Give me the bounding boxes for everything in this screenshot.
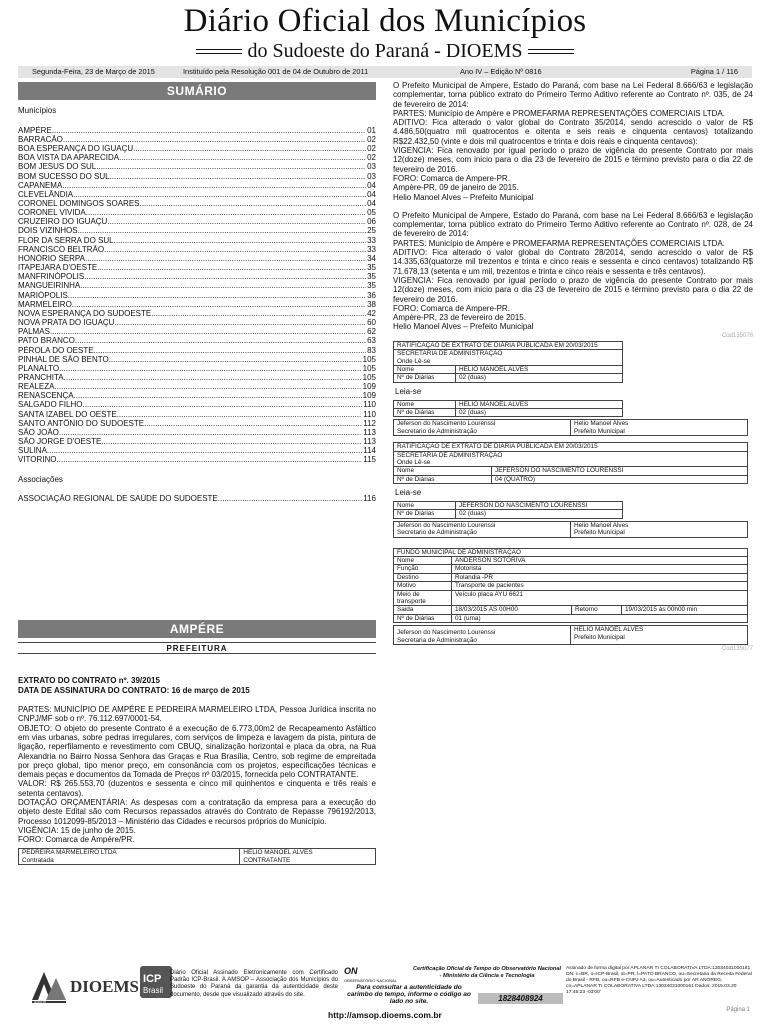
summary-item-leader bbox=[119, 153, 366, 162]
summary-item-leader bbox=[50, 327, 366, 336]
edition-number: Ano IV – Edição Nº 0816 bbox=[460, 67, 542, 76]
svg-text:Brasil: Brasil bbox=[143, 986, 164, 995]
masthead bbox=[0, 0, 770, 64]
signature-name: PEDREIRA MARMELEIRO LTDA bbox=[22, 849, 117, 857]
cell-value: Rolandia -PR bbox=[452, 573, 748, 581]
summary-item-page: 03 bbox=[367, 171, 376, 181]
footer-url-link[interactable]: http://amsop.dioems.com.br bbox=[328, 1010, 442, 1020]
signature-name: Jeferson do Nascimento Lourenssi bbox=[397, 521, 496, 529]
subtitle-rule-left bbox=[196, 49, 242, 54]
extrato-foro: FORO: Comarca de Ampére/PR. bbox=[18, 835, 135, 845]
fundo-title: FUNDO MUNICIPAL DE ADMINISTRAÇÃO bbox=[394, 548, 748, 556]
signature-contratada bbox=[19, 849, 240, 865]
cell-label: Função bbox=[394, 565, 452, 573]
summary-item-name: FRANCISCO BELTRÃO bbox=[18, 244, 105, 254]
summary-item-page: 35 bbox=[367, 272, 376, 282]
signature-name: Jeferson do Nascimento Lourenssi bbox=[397, 420, 496, 428]
summary-item-leader bbox=[68, 291, 366, 300]
summary-item-name: AMPÉRE bbox=[18, 125, 52, 135]
summary-item-name: PRANCHITA bbox=[18, 372, 64, 382]
summary-item[interactable] bbox=[18, 181, 376, 190]
summary-item[interactable] bbox=[18, 382, 376, 391]
summary-item-name: ITAPEJARA D'OESTE bbox=[18, 263, 98, 273]
summary-item[interactable] bbox=[18, 419, 376, 428]
summary-item-leader bbox=[104, 245, 366, 254]
summary-item-name: BOM SUCESSO DO SUL bbox=[18, 171, 110, 181]
cell-label: Nº de Diárias bbox=[394, 408, 456, 416]
cell-value: 04 (QUATRO) bbox=[492, 475, 748, 483]
summary-item-page: 109 bbox=[362, 382, 376, 392]
summary-item[interactable] bbox=[18, 291, 376, 300]
publication-code: Cod135077 bbox=[721, 646, 753, 652]
summary-item-leader bbox=[64, 373, 362, 382]
summary-item[interactable] bbox=[18, 373, 376, 382]
summary-item-page: 02 bbox=[367, 134, 376, 144]
summary-item[interactable] bbox=[18, 126, 376, 135]
summary-item-page: 62 bbox=[367, 327, 376, 337]
summary-item-page: 04 bbox=[367, 199, 376, 208]
municipios-label: Municípios bbox=[18, 106, 57, 115]
summary-item[interactable] bbox=[18, 263, 376, 272]
summary-item-name: CORONEL DOMINGOS SOARES bbox=[18, 199, 140, 208]
signature-role: Contratada bbox=[22, 856, 54, 864]
summary-item-leader bbox=[74, 391, 362, 400]
cell-value: Motorista bbox=[452, 565, 748, 573]
signature-role: Prefeito Municipal bbox=[574, 529, 625, 537]
cell-label: Nome bbox=[394, 556, 452, 564]
cell-value: 02 (duas) bbox=[456, 408, 623, 416]
summary-item[interactable] bbox=[18, 355, 376, 364]
summary-item-page: 35 bbox=[367, 263, 376, 273]
summary-item-leader bbox=[52, 126, 366, 135]
cell-label: Nº de Diárias bbox=[394, 374, 456, 382]
summary-item-name: PÉROLA DO OESTE bbox=[18, 345, 94, 355]
ratificacao-onde: Onde Lê-se bbox=[397, 458, 431, 466]
extrato-date: DATA DE ASSINATURA DO CONTRATO: 16 de março de 2015 bbox=[18, 685, 250, 695]
summary-item[interactable] bbox=[18, 190, 376, 199]
summary-item[interactable] bbox=[18, 199, 376, 208]
summary-item-leader bbox=[85, 254, 366, 263]
summary-item-page: 34 bbox=[367, 253, 376, 263]
summary-item-leader bbox=[86, 208, 366, 217]
aditivo-contrato-35 bbox=[393, 81, 753, 202]
summary-item[interactable] bbox=[18, 391, 376, 400]
aditivo-valor: ADITIVO: Fica alterado o valor global do Contrato 28/2014, sendo acrescido o valor de R$ 14.335,63(quatorze mil trezentos e trinta e cinco reais e sessenta e cinco centavos) totalizando R$ 71.678,13 (setenta e um mil, trezentos e trinta e cinco reais e sessenta e três centavos). bbox=[393, 248, 753, 276]
summary-item[interactable] bbox=[18, 172, 376, 181]
summary-item[interactable] bbox=[18, 254, 376, 263]
summary-item-leader bbox=[133, 144, 366, 153]
ratificacao-secretaria: SECRETARIA DE ADMINISTRAÇÃO bbox=[397, 451, 503, 459]
cell-label: Nome bbox=[394, 467, 492, 475]
left-column bbox=[18, 82, 376, 962]
summary-item-name: REALEZA bbox=[18, 382, 55, 392]
summary-item-name: VITORINO bbox=[18, 455, 57, 465]
summary-item[interactable] bbox=[18, 494, 376, 503]
summary-item[interactable] bbox=[18, 437, 376, 446]
signature-name: HELIO MANOEL ALVES bbox=[574, 626, 644, 634]
cell-value: JEFERSON DO NASCIMENTO LOURENSSI bbox=[456, 501, 623, 509]
signature-secretario bbox=[394, 420, 571, 436]
summary-item-page: 03 bbox=[367, 162, 376, 172]
summary-item-name: SÃO JOÃO bbox=[18, 427, 59, 437]
ratificacao-table-1 bbox=[393, 341, 623, 383]
summary-item[interactable] bbox=[18, 336, 376, 345]
summary-item[interactable] bbox=[18, 364, 376, 373]
ratificacao-title: RATIFICAÇÃO DE EXTRATO DE DIÁRIA PUBLICADA EM 20/03/2015 bbox=[394, 443, 748, 451]
summary-item-name: BARRACÃO bbox=[18, 134, 63, 144]
prefeitura-heading: PREFEITURA bbox=[18, 642, 376, 654]
summary-item-name: CAPANEMA bbox=[18, 180, 63, 190]
ratificacao-sec-cell bbox=[394, 350, 623, 366]
summary-item-leader bbox=[96, 162, 366, 171]
summary-item-page: 112 bbox=[363, 418, 376, 428]
signature-name: HELIO MANOEL ALVES bbox=[243, 849, 313, 857]
signature-name: Helio Manoel Alves bbox=[574, 420, 629, 428]
aditivo-signer: Helio Manoel Alves – Prefeito Municipal bbox=[393, 322, 534, 332]
newspaper-title: Diário Oficial dos Municípios bbox=[183, 3, 587, 39]
summary-item-leader bbox=[97, 263, 366, 272]
on-logo-sub: OBSERVATÓRIO NACIONAL bbox=[344, 978, 397, 984]
amsop-logo-text: AMSOP bbox=[34, 1000, 47, 1004]
summary-item-name: CLEVELÂNDIA bbox=[18, 189, 74, 199]
ratificacao-onde: Onde Lê-se bbox=[397, 357, 431, 365]
summary-item-name: PALMAS bbox=[18, 327, 50, 337]
summary-item-name: BOA ESPERANÇA DO IGUAÇU bbox=[18, 144, 134, 154]
edition-institution: Instituído pela Resolução 001 de 04 de Outubro de 2011 bbox=[183, 67, 369, 76]
summary-item-leader bbox=[114, 318, 366, 327]
amsop-dioems-logo bbox=[30, 968, 155, 1004]
summary-item-page: 109 bbox=[362, 391, 376, 401]
summary-item[interactable] bbox=[18, 281, 376, 290]
summary-item-page: 33 bbox=[367, 244, 376, 254]
summary-item-name: SANTA IZABEL DO OESTE bbox=[18, 409, 117, 419]
summary-item-leader bbox=[59, 364, 362, 373]
time-certification-title: Certificação Oficial de Tempo do Observatório Nacional - Ministério da Ciência e Tecnologia bbox=[412, 966, 562, 980]
summary-item-name: MARIÓPOLIS bbox=[18, 290, 68, 300]
summary-item-page: 83 bbox=[367, 345, 376, 355]
leia-se-signatures-2 bbox=[393, 521, 748, 538]
summary-item-name: DOIS VIZINHOS bbox=[18, 226, 78, 236]
ampere-heading: AMPÉRE bbox=[18, 620, 376, 638]
summary-item-page: 35 bbox=[367, 281, 376, 291]
cell-value: JEFERSON DO NASCIMENTO LOURENSSI bbox=[492, 467, 748, 475]
cell-label: Retorno bbox=[572, 606, 622, 614]
cell-value: HELIO MANOEL ALVES bbox=[456, 400, 623, 408]
summary-item-page: 06 bbox=[367, 217, 376, 227]
signature-role: CONTRATANTE bbox=[243, 856, 291, 864]
summary-item-name: SALGADO FILHO bbox=[18, 400, 83, 410]
summary-item-page: 105 bbox=[362, 372, 376, 382]
summary-item-leader bbox=[218, 494, 362, 503]
extrato-contrato bbox=[18, 676, 376, 844]
signature-prefeito bbox=[571, 521, 748, 537]
leia-se-table-1 bbox=[393, 400, 623, 418]
summary-item-page: 36 bbox=[367, 290, 376, 300]
certificate-notice: Diário Oficial Assinado Eletronicamente com Certificado Padrão ICP-Brasil. A AMSOP – Associação dos Municípios do Sudoeste do Paraná da garantia da autenticidade deste documento, desde que visualizado através do site. bbox=[170, 970, 338, 998]
summary-item-leader bbox=[114, 236, 367, 245]
summary-item-page: 63 bbox=[367, 336, 376, 346]
aditivo-intro: O Prefeito Municipal de Ampere, Estado do Paraná, com base na Lei Federal 8.666/63 e legislação complementar, torna público extrato do Primeiro Termo Aditivo referente ao Contrato nº. 028, de 24 de fevereiro de 2014: bbox=[393, 210, 753, 239]
summary-item-name: BOM JESUS DO SUL bbox=[18, 162, 97, 172]
summary-item-name: ASSOCIAÇÃO REGIONAL DE SAÚDE DO SUDOESTE bbox=[18, 494, 218, 504]
digital-signature-text: Assinado de forma digital por APLANAR TI COLABORATIVA LTDA:13034031000161 DN: c=BR, o=ICP-Brasil, st=PR, l=PATO BRANCO, ou=Secretaria da Receita Federal do Brasil - RFB, ou=RFB e-CNPJ A3, ou=Autenticado por AR ANOREG, cn=APLANAR TI COLABORATIVA LTDA:13034031000161 Dados: 2015.03.20 17:45:23 -03'00' bbox=[566, 966, 752, 995]
summary-item-leader bbox=[47, 446, 362, 455]
summary-item[interactable] bbox=[18, 300, 376, 309]
summary-item[interactable] bbox=[18, 410, 376, 419]
aditivo-vigencia: VIGENCIA: Fica renovado por igual período o prazo de vigência do presente Contrato por mais 12(doze) meses, com inicio para o dia 23 de fevereiro de 2015 e término previsto para o dia 22 de fevereiro de 2016. bbox=[393, 146, 753, 174]
summary-item[interactable] bbox=[18, 208, 376, 217]
summary-item-leader bbox=[62, 181, 366, 190]
summary-item-leader bbox=[54, 382, 361, 391]
aditivo-date: Ampère-PR, 09 de janeiro de 2015. bbox=[393, 183, 519, 193]
publication-code: Cod135078 bbox=[721, 332, 753, 339]
aditivo-valor: ADITIVO: Fica alterado o valor global do Contrato 35/2014, sendo acrescido o valor de R$ 4.486,50(quatro mil quatrocentos e oitenta e seis reais e cinquenta centavos) totalizando R$22.432,50 (vinte e dois mil quatrocentos e trinta e dois reais e cinquenta centavos): bbox=[393, 118, 753, 146]
fundo-signatures bbox=[393, 625, 748, 645]
cell-value: ANDERSON SOTORIVA bbox=[452, 556, 748, 564]
cell-label: Nº de Diárias bbox=[394, 614, 452, 622]
extrato-dotacao: DOTAÇÃO ORÇAMENTÁRIA: As despesas com a contratação da empresa para a execução do objeto deste Edital são com Recursos repassados através do Contrato de Repasse 796192/2013, Processo 1012099-85/2013 – Ministério das Cidades e recursos próprios do Município. bbox=[18, 798, 376, 826]
summary-item-name: PINHAL DE SÃO BENTO bbox=[18, 354, 109, 364]
summary-item-page: 110 bbox=[363, 409, 376, 419]
cell-value: 02 (duas) bbox=[456, 510, 623, 518]
summary-item[interactable] bbox=[18, 135, 376, 144]
summary-item-name: BOA VISTA DA APARECIDA bbox=[18, 153, 120, 163]
cell-label: Saida bbox=[394, 606, 452, 614]
summary-item-name: SULINA bbox=[18, 446, 47, 456]
summary-item-page: 04 bbox=[367, 180, 376, 190]
summary-item-page: 105 bbox=[362, 363, 376, 373]
extrato-signature-table bbox=[18, 848, 376, 865]
aditivo-signer: Helio Manoel Alves – Prefeito Municipal bbox=[393, 192, 534, 202]
summary-item-name: CORONEL VIVIDA bbox=[18, 208, 86, 218]
summary-item-leader bbox=[109, 355, 362, 364]
cell-label: Nome bbox=[394, 501, 456, 509]
summary-item-leader bbox=[84, 272, 366, 281]
summary-item-page: 110 bbox=[363, 400, 376, 410]
summary-item-page: 25 bbox=[367, 226, 376, 236]
summary-item-page: 115 bbox=[363, 455, 376, 465]
signature-contratante bbox=[240, 849, 376, 865]
signature-role: Secretario de Administração bbox=[397, 427, 477, 435]
associacoes-label: Associações bbox=[18, 474, 63, 484]
edition-page: Página 1 / 116 bbox=[690, 67, 738, 76]
cell-value: Veículo placa AYU 6621 bbox=[452, 590, 748, 606]
summary-item[interactable] bbox=[18, 309, 376, 318]
associations-list bbox=[18, 494, 376, 503]
fundo-municipal-table bbox=[393, 548, 748, 624]
signature-role: Secretaria de Administração bbox=[397, 636, 477, 644]
leia-se-table-2 bbox=[393, 501, 623, 519]
ratificacao-sec-cell bbox=[394, 451, 748, 467]
summary-item-leader bbox=[94, 346, 367, 355]
summary-item[interactable] bbox=[18, 455, 376, 464]
summary-item-leader bbox=[101, 437, 362, 446]
cell-label: Nº de Diárias bbox=[394, 475, 492, 483]
summary-item-name: HONÓRIO SERPA bbox=[18, 253, 85, 263]
footer-page-number: Página 1 bbox=[726, 1007, 750, 1013]
summary-item[interactable] bbox=[18, 400, 376, 409]
extrato-vigencia: VIGÊNCIA: 15 de junho de 2015. bbox=[18, 825, 136, 835]
summary-item[interactable] bbox=[18, 428, 376, 437]
summary-item-name: PATO BRANCO bbox=[18, 336, 75, 346]
observatorio-logo bbox=[344, 968, 412, 985]
summary-item-leader bbox=[82, 400, 362, 409]
aditivo-foro: FORO: Comarca de Ampere-PR. bbox=[393, 173, 510, 183]
cell-label: Meio de transporte bbox=[394, 590, 452, 606]
summary-item-name: NOVA PRATA DO IGUAÇU bbox=[18, 318, 115, 328]
cell-label: Motivo bbox=[394, 582, 452, 590]
summary-item-leader bbox=[117, 410, 363, 419]
summary-item-page: 105 bbox=[362, 354, 376, 364]
summary-item[interactable] bbox=[18, 153, 376, 162]
edition-info-bar bbox=[18, 66, 752, 78]
summary-item-leader bbox=[151, 309, 366, 318]
summary-item-leader bbox=[80, 281, 366, 290]
summary-item-leader bbox=[72, 300, 366, 309]
signature-prefeito bbox=[571, 420, 748, 436]
summary-item-leader bbox=[110, 172, 367, 181]
summary-item-page: 113 bbox=[363, 437, 376, 447]
summary-item-leader bbox=[59, 428, 362, 437]
aditivo-intro: O Prefeito Municipal de Ampere, Estado do Paraná, com base na Lei Federal 8.666/63 e legislação complementar, torna público extrato do Primeiro Termo Aditivo referente ao Contrato nº. 035, de 24 de fevereiro de 2014: bbox=[393, 81, 753, 109]
summary-item-page: 114 bbox=[363, 446, 376, 456]
summary-item[interactable] bbox=[18, 346, 376, 355]
extrato-objeto: OBJETO: O objeto do presente Contrato é a execução de 6.773,00m2 de Recapeamento Asfáltico em vias urbanas, sobre pedras irregulares, com serviços de limpeza e lavagem da pista, pintura de ligação, reperfilamento e revestimento com CBUQ, sinalização horizontal e placa da obra, na Rua Alexandria no Bairro Nossa Senhora das Graças e Rua Brasília, Centro, sob regime de empreitada por preço global, tipo menor preço, em consonância com os projetos, especificações técnicas e demais peças e documentos da Tomada de Preços nº 03/2015, fornecida pelo CONTRATANTE. bbox=[18, 723, 376, 780]
on-logo-text: ON bbox=[344, 966, 358, 976]
ratificacao-table-2 bbox=[393, 442, 748, 484]
summary-item[interactable] bbox=[18, 162, 376, 171]
signature-secretario bbox=[394, 521, 571, 537]
summary-item[interactable] bbox=[18, 226, 376, 235]
summary-item[interactable] bbox=[18, 245, 376, 254]
summary-list bbox=[18, 126, 376, 465]
cell-label: Nome bbox=[394, 400, 456, 408]
summary-item-name: RENASCENÇA bbox=[18, 391, 74, 401]
summary-item-page: 05 bbox=[367, 208, 376, 218]
summary-item-name: MANFRINÓPOLIS bbox=[18, 272, 85, 282]
cell-label: Nº de Diárias bbox=[394, 510, 456, 518]
summary-item-page: 113 bbox=[363, 427, 376, 437]
summary-item-leader bbox=[78, 226, 367, 235]
summary-item-name: MANGUEIRINHA bbox=[18, 281, 81, 291]
summary-item-leader bbox=[140, 199, 367, 208]
aditivo-vigencia: VIGENCIA: Fica renovado por igual período o prazo de vigência do presente Contrato por mais 12(doze) meses, com inicio para o dia 23 de fevereiro de 2015 e término previsto para o dia 22 de fevereiro de 2016. bbox=[393, 275, 753, 304]
extrato-valor: VALOR: R$ 265.553,70 (duzentos e sessenta e cinco mil quinhentos e cinquenta e três reais e setenta centavos). bbox=[18, 779, 376, 798]
summary-heading: SUMÁRIO bbox=[18, 82, 376, 100]
summary-item-page: 02 bbox=[367, 144, 376, 154]
summary-item-page: 116 bbox=[363, 494, 376, 504]
aditivo-partes: PARTES: Município de Ampère e PROMEFARMA REPRESENTAÇÕES COMERCIAIS LTDA. bbox=[393, 238, 725, 248]
summary-item-page: 42 bbox=[367, 308, 376, 318]
cell-value: 18/03/2015 ÀS 00H00 bbox=[452, 606, 572, 614]
signature-name: Helio Manoel Alves bbox=[574, 521, 629, 529]
extrato-partes: PARTES: MUNICÍPIO DE AMPÉRE E PEDREIRA MARMELEIRO LTDA, Pessoa Jurídica inscrita no CNPJ/MF sob o nº. 76.112.697/0001-54. bbox=[18, 705, 376, 724]
summary-item-page: 04 bbox=[367, 189, 376, 199]
summary-item[interactable] bbox=[18, 217, 376, 226]
cell-value: 19/03/2015 às 00h00 min bbox=[622, 606, 748, 614]
summary-item[interactable] bbox=[18, 144, 376, 153]
signature-role: Prefeito Municipal bbox=[574, 633, 625, 641]
cell-label: Nome bbox=[394, 365, 456, 373]
aditivo-foro: FORO: Comarca de Ampere-PR. bbox=[393, 303, 510, 313]
summary-item-page: 01 bbox=[367, 125, 376, 135]
summary-item-name: CRUZEIRO DO IGUAÇU bbox=[18, 217, 108, 227]
summary-item-name: NOVA ESPERANÇA DO SUDOESTE bbox=[18, 308, 152, 318]
cell-value: 02 (duas) bbox=[456, 374, 623, 382]
signature-name: Jeferson do Nascimento Lourenssi bbox=[397, 629, 496, 637]
summary-item[interactable] bbox=[18, 318, 376, 327]
signature-secretaria bbox=[394, 626, 571, 645]
summary-item[interactable] bbox=[18, 327, 376, 336]
summary-item-leader bbox=[63, 135, 366, 144]
ratificacao-title: RATIFICAÇÃO DE EXTRATO DE DIÁRIA PUBLICADA EM 20/03/2015 bbox=[394, 341, 623, 349]
extrato-title: EXTRATO DO CONTRATO nº. 39/2015 bbox=[18, 676, 160, 686]
aditivo-date: Ampère-PR, 23 de fevereiro de 2015. bbox=[393, 313, 526, 323]
signature-role: Prefeito Municipal bbox=[574, 427, 625, 435]
aditivo-partes: PARTES: Município de Ampère e PROMEFARMA REPRESENTAÇÕES COMERCIAIS LTDA. bbox=[393, 108, 725, 118]
dioems-logo-text: DIOEMS bbox=[70, 977, 139, 996]
signature-role: Secretario de Administração bbox=[397, 529, 477, 537]
leia-se-signatures-1 bbox=[393, 419, 748, 436]
timestamp-code: 1828408924 bbox=[478, 993, 563, 1004]
summary-item-leader bbox=[57, 455, 363, 464]
icp-brasil-logo bbox=[140, 966, 172, 998]
summary-item[interactable] bbox=[18, 236, 376, 245]
summary-item-leader bbox=[144, 419, 362, 428]
summary-item-leader bbox=[75, 336, 366, 345]
svg-text:ICP: ICP bbox=[143, 973, 162, 985]
subtitle-rule-right bbox=[528, 49, 574, 54]
summary-item[interactable] bbox=[18, 272, 376, 281]
summary-item[interactable] bbox=[18, 446, 376, 455]
summary-item-page: 02 bbox=[367, 153, 376, 163]
cell-value: HELIO MANOEL ALVES bbox=[456, 365, 623, 373]
summary-item-page: 38 bbox=[367, 299, 376, 309]
footer bbox=[18, 962, 752, 1024]
summary-item-page: 60 bbox=[367, 318, 376, 328]
summary-item-leader bbox=[107, 217, 366, 226]
ratificacao-secretaria: SECRETARIA DE ADMINISTRAÇÃO bbox=[397, 350, 503, 358]
signature-prefeito bbox=[571, 626, 748, 645]
cell-value: Transporte de pacientes bbox=[452, 582, 748, 590]
summary-item-leader bbox=[73, 190, 366, 199]
summary-item-name: MARMELEIRO bbox=[18, 299, 72, 309]
aditivo-contrato-28 bbox=[393, 211, 753, 332]
summary-item-name: FLOR DA SERRA DO SUL bbox=[18, 235, 114, 245]
newspaper-subtitle bbox=[0, 40, 770, 62]
cell-value: 01 (uma) bbox=[452, 614, 748, 622]
leia-se-label: Leia-se bbox=[395, 488, 422, 498]
summary-item-name: PLANALTO bbox=[18, 363, 60, 373]
summary-item-name: SÃO JORGE D'OESTE bbox=[18, 437, 102, 447]
leia-se-label: Leia-se bbox=[395, 386, 422, 396]
subtitle-text: do Sudoeste do Paraná - DIOEMS bbox=[247, 40, 523, 62]
summary-item-page: 33 bbox=[367, 235, 376, 245]
summary-item-name: SANTO ANTÔNIO DO SUDOESTE bbox=[18, 418, 145, 428]
timestamp-consult-note: Para consultar a autenticidade do carimbo do tempo, informe o código ao lado no site. bbox=[347, 984, 471, 1006]
cell-label: Destino bbox=[394, 573, 452, 581]
edition-date: Segunda-Feira, 23 de Março de 2015 bbox=[32, 67, 155, 76]
right-column bbox=[393, 81, 753, 961]
